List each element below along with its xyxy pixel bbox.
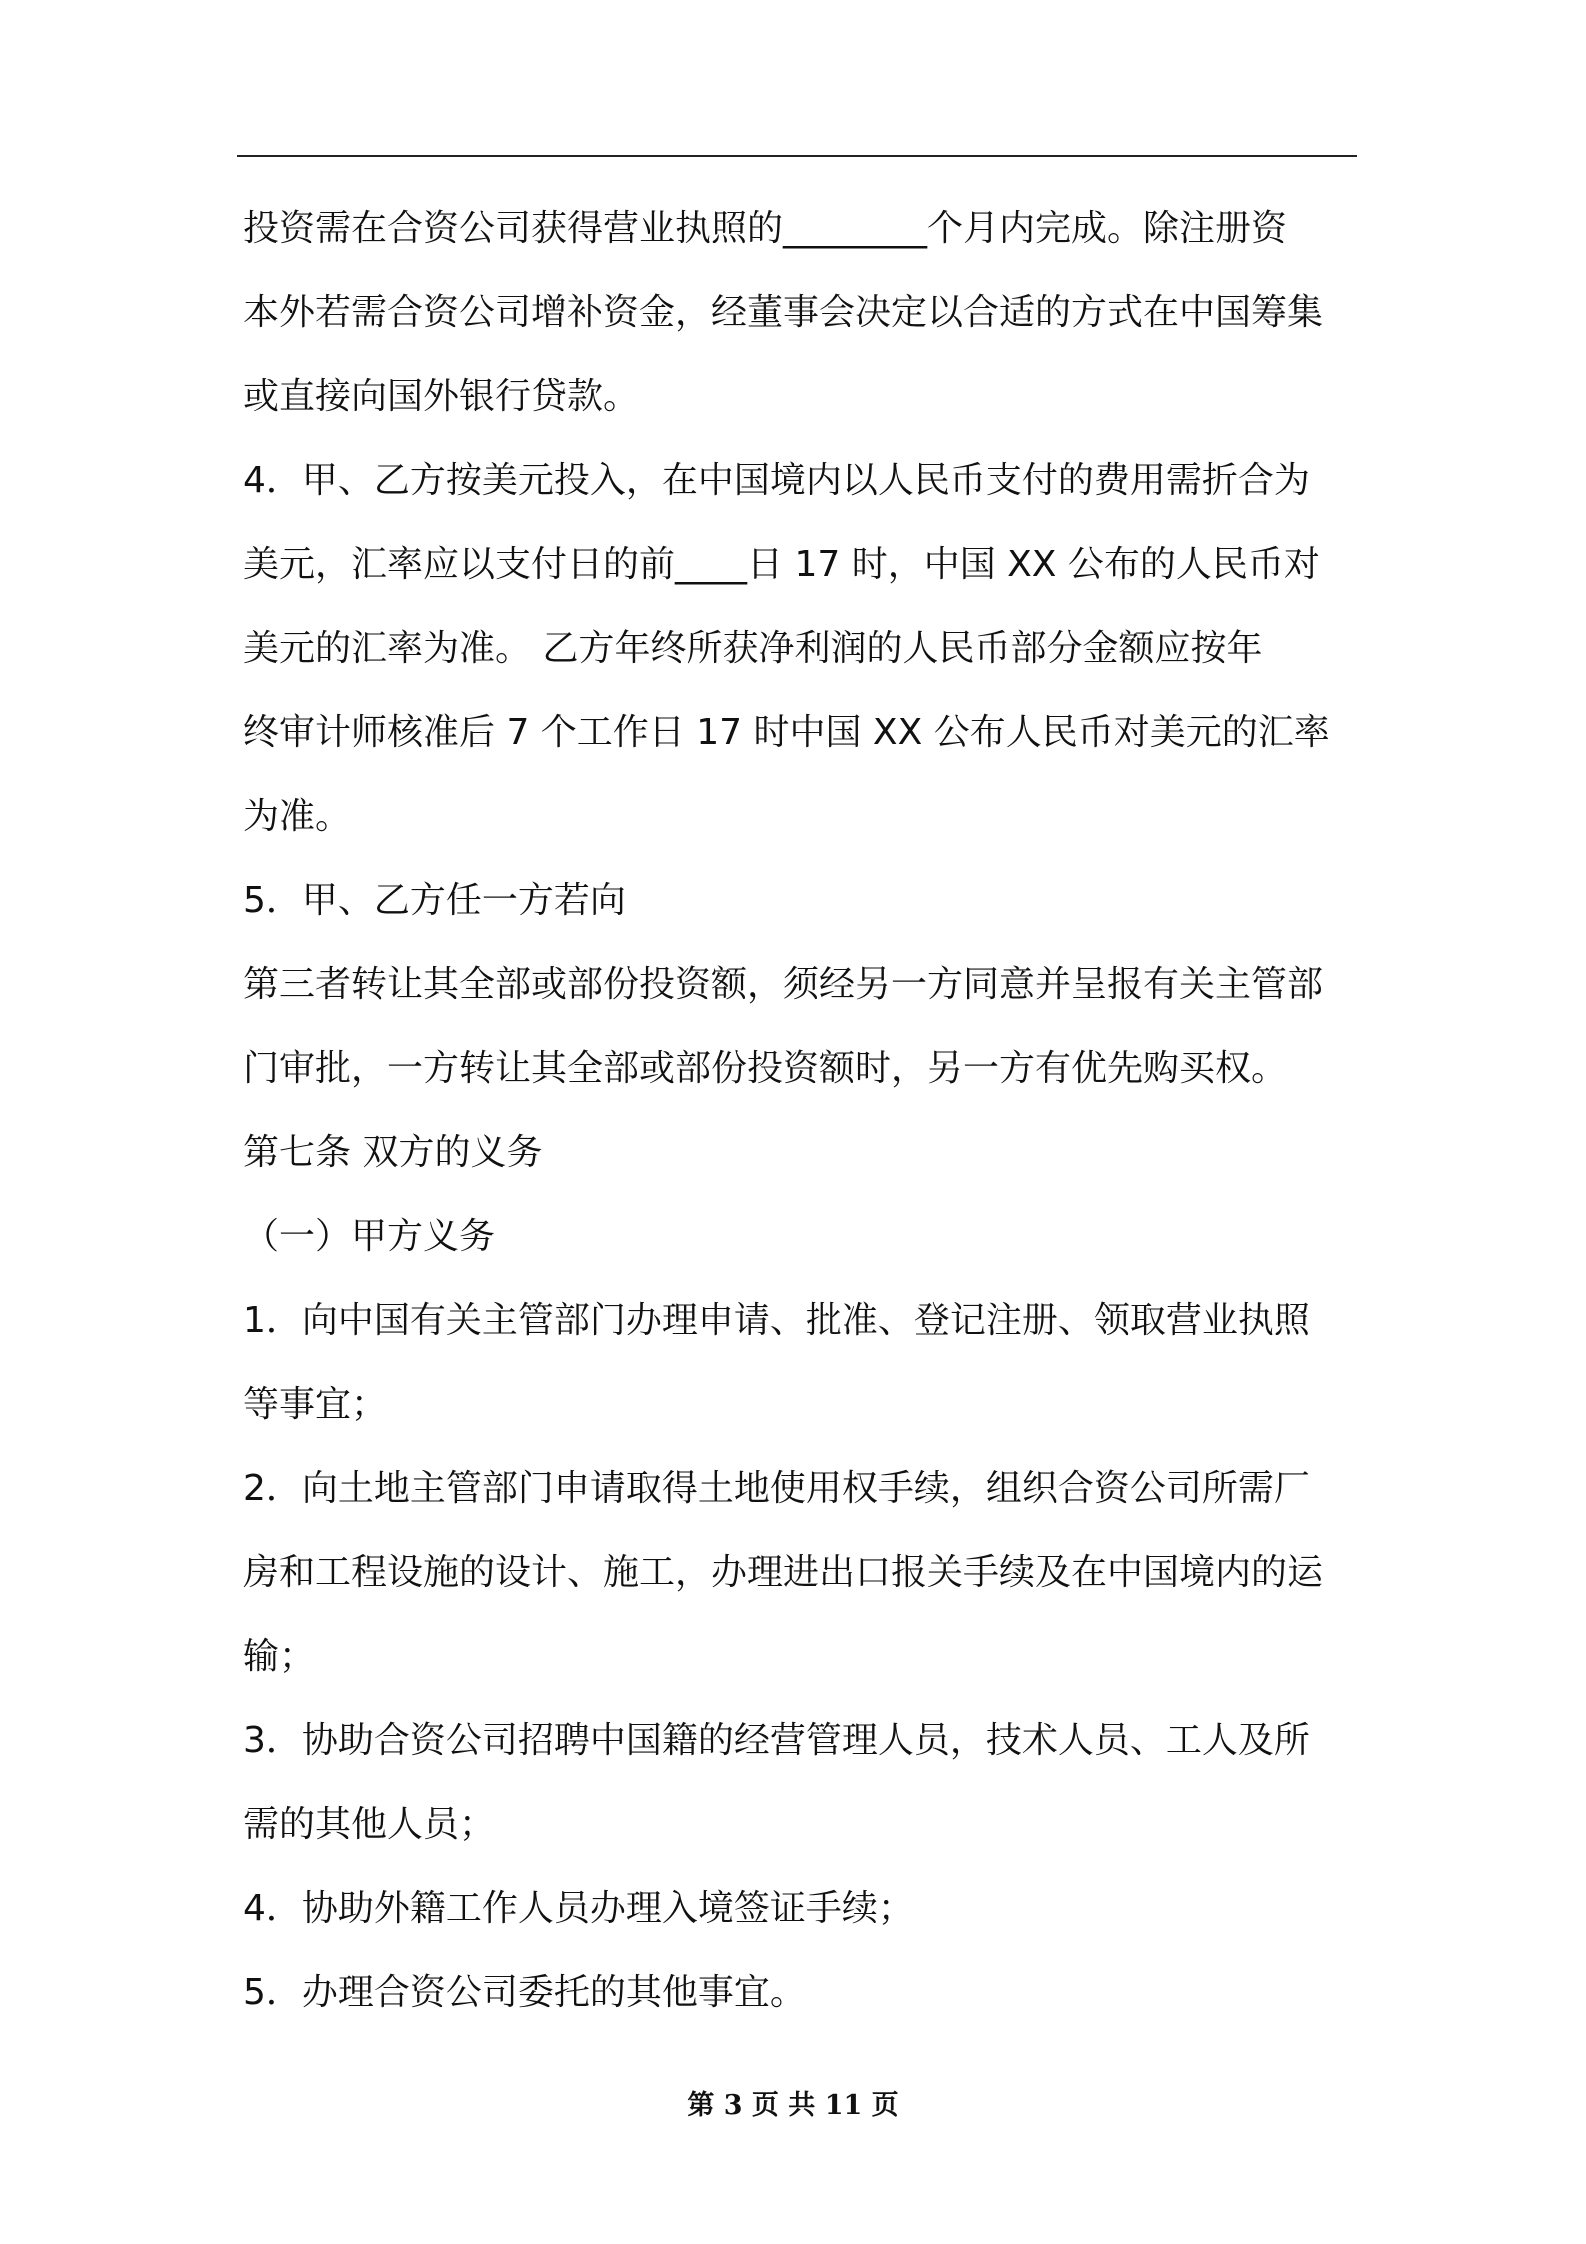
text-line: 4．协助外籍工作人员办理入境签证手续； [243, 1888, 914, 1929]
text-line: 需的其他人员； [243, 1804, 496, 1845]
text-line: 4．甲、乙方按美元投入，在中国境内以人民币支付的费用需折合为 [243, 460, 1310, 501]
header-rule [237, 155, 1357, 157]
text-line: 3．协助合资公司招聘中国籍的经营管理人员，技术人员、工人及所 [243, 1720, 1310, 1761]
text-line: 本外若需合资公司增补资金，经董事会决定以合适的方式在中国筹集 [243, 292, 1324, 333]
text-line: 或直接向国外银行贷款。 [243, 376, 640, 417]
text-line: 等事宜； [243, 1384, 388, 1425]
text-line: 终审计师核准后 7 个工作日 17 时中国 XX 公布人民币对美元的汇率 [243, 712, 1330, 753]
subsection-heading: （一）甲方义务 [243, 1216, 496, 1257]
text-line: 房和工程设施的设计、施工，办理进出口报关手续及在中国境内的运 [243, 1552, 1324, 1593]
page-number: 第 3 页 共 11 页 [687, 2090, 899, 2121]
text-line: 为准。 [243, 796, 352, 837]
text-line: 输； [243, 1636, 316, 1677]
text-line: 5．办理合资公司委托的其他事宜。 [243, 1972, 806, 2013]
text-line: 2．向土地主管部门申请取得土地使用权手续，组织合资公司所需厂 [243, 1468, 1310, 1509]
text-line: 1．向中国有关主管部门办理申请、批准、登记注册、领取营业执照 [243, 1300, 1310, 1341]
text-line: 美元，汇率应以支付日的前____日 17 时，中国 XX 公布的人民币对 [243, 544, 1320, 585]
section-heading: 第七条 双方的义务 [243, 1132, 543, 1173]
text-line: 美元的汇率为准。 乙方年终所获净利润的人民币部分金额应按年 [243, 628, 1263, 669]
text-line: 5．甲、乙方任一方若向 [243, 880, 626, 921]
text-line: 门审批，一方转让其全部或部份投资额时，另一方有优先购买权。 [243, 1048, 1288, 1089]
text-line: 第三者转让其全部或部份投资额，须经另一方同意并呈报有关主管部 [243, 964, 1324, 1005]
text-line: 投资需在合资公司获得营业执照的________个月内完成。除注册资 [243, 208, 1288, 249]
